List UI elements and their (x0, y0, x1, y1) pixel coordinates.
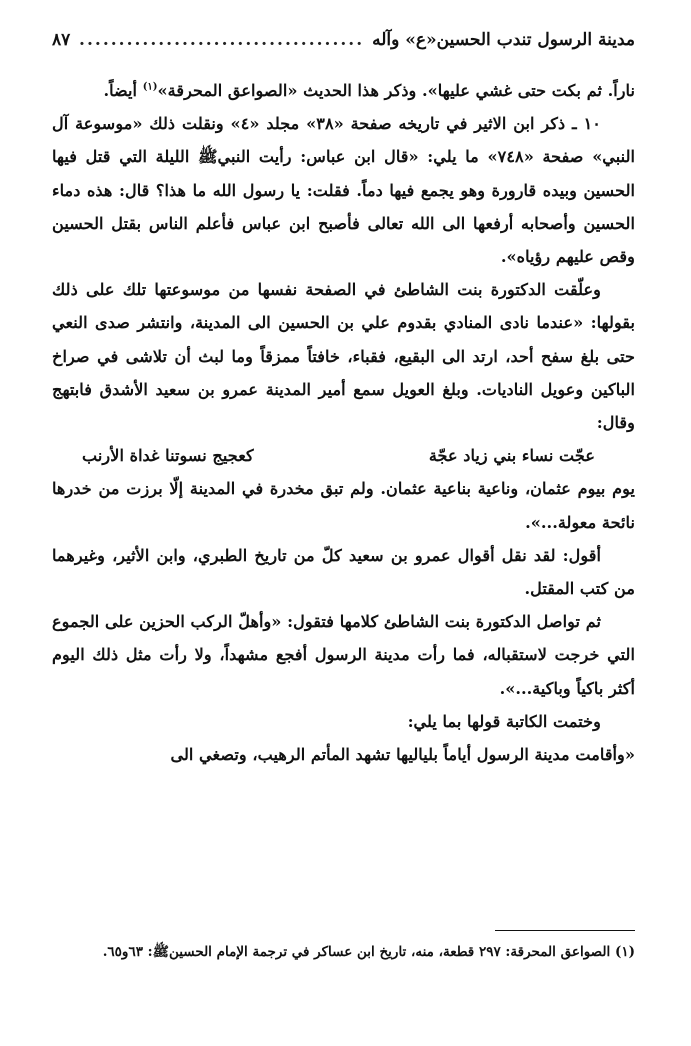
paragraph: ناراً. ثم بكت حتى غشي عليها». وذكر هذا الحديث «الصواعق المحرقة»$^{(١)}$ أيضاً. (103, 81, 635, 100)
footnotes-section (52, 900, 635, 965)
footnote-divider (495, 930, 635, 931)
poem-verse (52, 439, 635, 472)
paragraph: يوم بيوم عثمان، وناعية بناعية عثمان. ولم تبق مخدرة في المدينة إلّا برزت من خدرها نائحة معولة...». (52, 479, 635, 532)
paragraph: وختمت الكاتبة قولها بما يلي: (407, 711, 601, 731)
leader-dots (78, 30, 364, 50)
footnote (52, 939, 635, 965)
running-header (52, 30, 635, 64)
paragraph: أقول: لقد نقل أقوال عمرو بن سعيد كلّ من تاريخ الطبري، وابن الأثير، وغيرهما من كتب المقتل. (52, 545, 635, 599)
poem-hemistich-left: كعجيج نسوتنا غداة الأرنب (82, 446, 254, 466)
paragraph: «وأقامت مدينة الرسول أياماً بلياليها تشهد المأتم الرهيب، وتصغي الى (170, 745, 635, 765)
running-header-title: مدينة الرسول تندب الحسين«ع» وآله (372, 30, 635, 50)
footnote-marker: (١) (614, 944, 635, 960)
paragraph: ١٠ ـ ذكر ابن الاثير في تاريخه صفحة «٣٨» مجلد «٤» ونقلت ذلك «موسوعة آل النبي» صفحة «٧٤٨» ما يلي: «قال ابن عباس: رأيت النبيﷺ الليلة التي قتل فيها الحسين وبيده قارورة وهو يجمع فيها دماً. فقلت: يا رسول الله ما هذا؟ قال: هذه دماء الحسين وأصحابه أرفعها الى الله تعالى فأصبح ابن عباس فأعلم الناس بقتل الحسين وقص عليهم رؤياه». (52, 114, 635, 267)
page-number: ٨٧ (52, 30, 71, 50)
poem-hemistich-right: عجّت نساء بني زياد عجّة (428, 446, 595, 466)
paragraph: وعلّقت الدكتورة بنت الشاطئ في الصفحة نفسها من موسوعتها تلك على ذلك بقولها: «عندما نادى المنادي بقدوم علي بن الحسين الى المدينة، وانتشر صدى النعي حتى بلغ سفح أحد، ارتد الى البقيع، فقباء، خافتاً ممزقاً وما لبث أن تلاشى في صراخ الباكين وعويل الناديات. وبلغ العويل سمع أمير المدينة عمرو بن سعيد الأشدق فابتهج وقال: (52, 280, 635, 433)
footnote-text: الصواعق المحرقة: ٢٩٧ قطعة، منه، تاريخ ابن عساكر في ترجمة الإمام الحسينﷺ: ٦٣و٦٥. (102, 944, 611, 960)
footnote-reference[interactable]: (١) (142, 81, 158, 93)
document-page (52, 30, 635, 1046)
paragraph: ثم تواصل الدكتورة بنت الشاطئ كلامها فتقول: «وأهلّ الركب الحزين على الجموع التي خرجت لاستقباله، فما رأت مدينة الرسول أفجع مشهداً، ولا رأت مثل ذلك اليوم أكثر باكياً وباكية...». (52, 612, 635, 698)
body-text (52, 74, 635, 771)
